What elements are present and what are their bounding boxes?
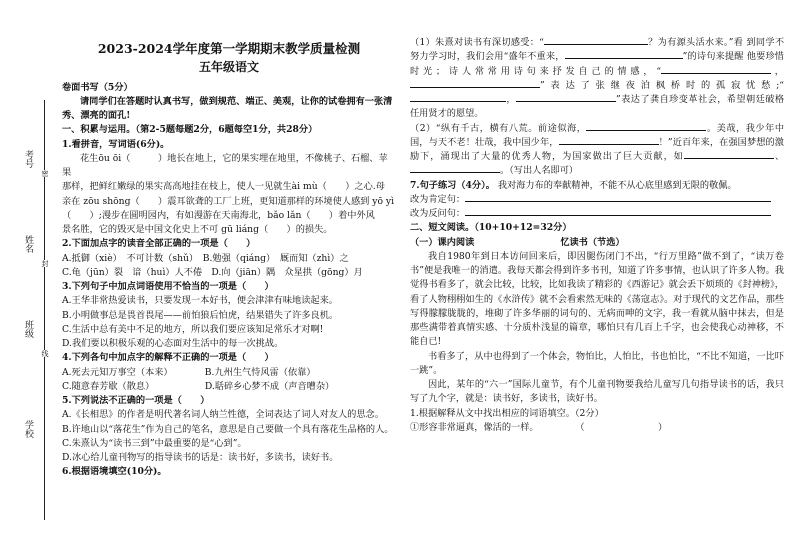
question-2: 2.下面加点字的读音全部正确的一项是（ ） (62, 238, 256, 250)
right-column (410, 36, 784, 435)
question-7 (410, 179, 784, 193)
answer-blank[interactable] (410, 87, 540, 88)
q7-a-label: 改为肯定句： (410, 193, 466, 205)
q6-part-1: （1）朱熹对读书有深切感受：“ ？为有源头活水来。”看 到同学不努力学习时，我们会用“盛年不重来， ”的诗句来提醒 他要珍惜时光；诗人常常用诗句来抒发自己的情感，“ ，”表达了张继夜泊枫桥时的孤寂忧愁;“， ”表达了龚自珍变革社会，希望朝廷破格任用贤才的愿望。 (410, 37, 785, 120)
answer-blank[interactable] (684, 158, 774, 159)
question-3: 3.下列句子中加点词语使用不恰当的一项是（ ） (62, 281, 274, 293)
q6-text: （2）“纵有千古，横有八荒。前途似海， (410, 122, 587, 134)
q6-text: ！”近百年来，在强国梦想的激励下，涌现出了大量的优秀人物，为国家做出了巨大贡献，如 (410, 136, 784, 162)
gutter-kaohao-label: 考号 (23, 150, 33, 168)
exam-title: 2023-2024学年度第一学期期末教学质量检测 (97, 41, 361, 56)
reading-paragraph: 书看多了，从中也得到了一个体会，物怕比，人怕比，书也怕比，“不比不知道，一比吓一跳”。 (410, 350, 784, 376)
exam-subtitle: 五年级语文 (198, 60, 259, 75)
answer-blank[interactable] (586, 130, 706, 131)
q3-option: C.生活中总有美中不足的地方，所以我们要应该知足常乐才对啊! (62, 323, 324, 335)
q5-option: A.《长相思》的作者是明代著名词人纳兰性德，全词表达了词人对友人的思念。 (62, 409, 384, 421)
answer-blank[interactable] (516, 101, 616, 102)
gutter-xian: 线 (41, 350, 49, 357)
q3-option: A.王华非常热爱读书，只要发现一本好书，便会津津有味地读起来。 (62, 295, 338, 307)
q6-text: ”表达了龚自珍变革社会，希望朝廷破格任用贤才的愿望。 (410, 94, 785, 120)
question-1: 1.看拼音，写词语(6分)。 (62, 138, 170, 150)
q7-answer-a (410, 193, 784, 207)
q1-line: 亲在 zōu shōng（ ）震耳欲聋的工厂上班，更知道那样的环境使人感到 yō yì (62, 195, 395, 207)
q1-line: 那样，把鲜红嫩绿的果实高高地挂在枝上，使人一见就生ài mù（ ）之心.母 (62, 181, 385, 193)
question-7-title: 7.句子练习（4分）。 (410, 179, 495, 191)
q6-text: （1）朱熹对读书有深切感受：“ (410, 37, 544, 48)
q4-option: C.随意春芳歇（散息） D.聒碎乡心梦不成（声音嘈杂） (62, 380, 335, 392)
section-1-title: 一、积累与运用。（第2-5题每题2分，6题每空1分，共28分） (62, 124, 318, 136)
reading-paragraph: 因此，某年的“六一”国际儿童节，有个儿童刊物要我给儿童写几句指导读书的话，我只写了九个字，就是：读书好，多读书，读好书。 (410, 379, 784, 405)
q6-text: 、 (773, 151, 785, 162)
binding-gutter (0, 0, 58, 560)
left-column (62, 0, 396, 480)
q6-text: ？为有源头活水来。”看 (647, 37, 744, 48)
q6-text: 到同学不努力学习时，我们会用“盛年不重来， (410, 37, 785, 63)
q6-text: ”的诗句来提醒 (682, 51, 744, 63)
q4-option: A.死去元知万事空（本来） B.九州生气恃风雷（依靠） (62, 366, 316, 378)
question-6: 6.根据语境填空(10分)。 (62, 466, 167, 478)
answer-blank[interactable] (661, 73, 771, 74)
reading-paragraph: 我自1980年到日本访问回来后，即因腿伤闭门不出，“行万里路”做不到了，“读万卷书”便是我唯一的消遣。我每天都会得到许多书刊，知道了许多事情，也认识了许多人物。我觉得书看多了，就会比较，比较，比如我读了精彩的《西游记》就会丢下烦琐的《封神榜》，看了人物栩栩如生的《水浒传》就不会看索然无味的《荡寇志》。对于现代的文艺作品，那些写得朦朦胧胧的，堆砌了许多华丽的词句的、无病而呻的文字，我一看就从脑中抹去，但是那些满带着真情实感、十分质朴浅显的篇章，哪怕只有几百上千字，也会使我心动神移，不能自已! (410, 250, 784, 348)
q6-text: ”表达了张继夜泊枫桥时的孤寂忧愁;“ (540, 79, 784, 91)
answer-blank[interactable] (559, 144, 659, 145)
gutter-feng: 封 (41, 260, 49, 267)
q6-text: ， (506, 94, 517, 105)
neat-title: 卷面书写（5分） (62, 81, 133, 93)
q6-part-2 (410, 122, 784, 179)
q1-line: 景名胜，它的毁灭是中国文化史上不可 gū liáng（ ）的损失。 (62, 224, 333, 236)
gutter-class-label: 班级 (23, 320, 33, 338)
gutter-mi: 密 (41, 170, 49, 177)
q7-answer-b (410, 207, 784, 221)
gutter-school-label: 学校 (23, 420, 33, 438)
q7-a-blank[interactable] (465, 201, 771, 202)
q6-text: 。美哉，我少年中国，与天不老！壮哉，我中国少年， (410, 122, 785, 148)
question-5: 5.下列说法不正确的一项是（ ） (62, 395, 210, 407)
question-4: 4.下列各句中加点字的解释不正确的一项是（ ） (62, 352, 274, 364)
question-1-body (62, 152, 396, 238)
q3-option: D.我们要以积极乐观的心态面对生活中的每一次挑战。 (62, 338, 284, 350)
answer-blank[interactable] (565, 58, 683, 59)
q2-option: C.龟（jūn）裂 谙（huì）人不倦 D.向（jiān）隅 众星拱（gōng）月 (62, 266, 363, 278)
neat-text: 请同学们在答题时认真书写，做到规范、端正、美观，让你的试卷拥有一张清秀、漂亮的面孔! (62, 95, 393, 122)
reading-1-label: （一）课内阅读 (410, 236, 475, 248)
reading-1-heading (410, 236, 784, 250)
answer-blank[interactable] (410, 101, 506, 102)
q5-option: B.许地山以“落花生”作为自己的笔名，意思是自己要做一个具有落花生品格的人。 (62, 423, 394, 435)
q7-b-label: 改为反问句： (410, 208, 466, 219)
seal-line (44, 100, 45, 520)
q1-line: （ ）;漫步在圆明园内，有如漫游在天南海北，bǎo lǎn（ ）着中外风 (62, 209, 375, 221)
section-2-title: 二、短文阅读。（10+10+12=32分） (410, 222, 572, 234)
gutter-name-label: 姓名 (23, 235, 33, 253)
reading-question-1: 1.根据解释从文中找出相应的词语填空。（2分） (410, 407, 604, 419)
q3-option: B.小明做事总是畏首畏尾——前怕狼后怕虎，结果错失了许多良机。 (62, 309, 339, 321)
q6-text: 他要珍惜时光；诗人常常用诗句来抒发自己的情感，“ (410, 51, 784, 77)
q2-option: A.抵御（xiè） 不可计数（shǔ） B.勉强（qiáng） 厩而知（zhì）之 (62, 252, 349, 264)
reading-question-1-item: ①形容非常逼真，像活的一样。 （ ） (410, 421, 668, 433)
q7-b-blank[interactable] (465, 215, 771, 216)
answer-blank[interactable] (544, 44, 648, 45)
q5-option: D.冰心给儿童刊物写的指导读书的话是：读书好，多读书，读好书。 (62, 452, 339, 464)
answer-blank[interactable] (410, 172, 500, 173)
q1-line: 花生ōu ōi（ ）地长在地上，它的果实埋在地里，不像桃子、石榴、苹果 (62, 152, 388, 179)
q6-text: 。（写出人名即可） (500, 165, 579, 177)
question-7-text: 我对海力布的奉献精神，不能不从心底里感到无限的敬佩。 (497, 179, 737, 191)
reading-1-title: 忆读书（节选） (560, 236, 625, 248)
q5-option: C.朱熹认为“读书三到”中最重要的是“心到”。 (62, 437, 247, 449)
